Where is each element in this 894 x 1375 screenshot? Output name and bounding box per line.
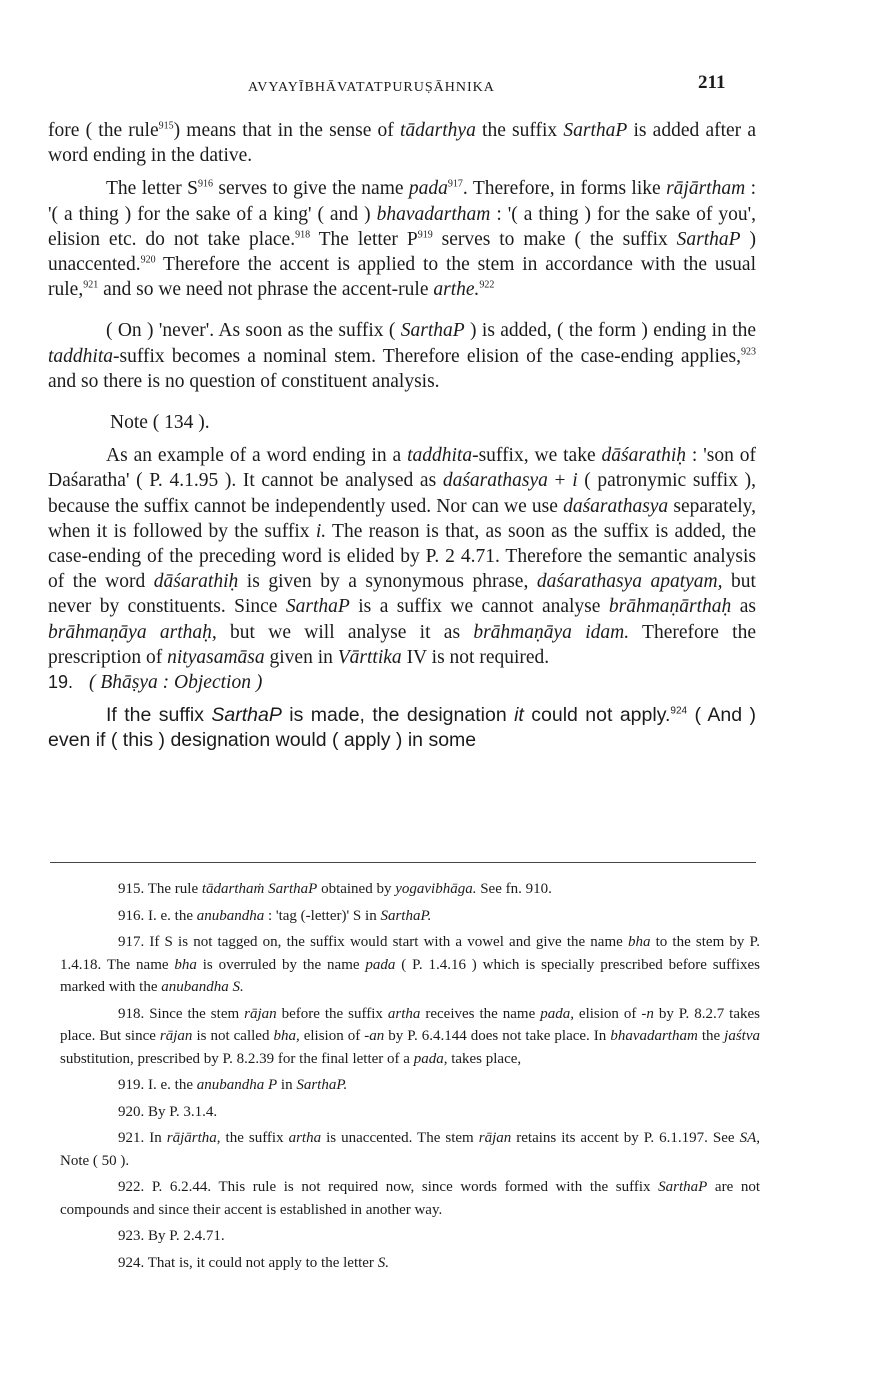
note-paragraph: As an example of a word ending in a taddhita-suffix, we take dāśarathiḥ : 'son of Daśaratha' ( P. 4.1.95 ). It cannot be analysed as daśarathasya + i ( patronymic suffix ), because the suffix cannot be independently used. Nor can we use daśarathasya separately, when it is followed by the suffix i. The reason is that, as soon as the suffix is added, the case-ending of the preceding word is elided by P. 2 4.71. Therefore the semantic analysis of the word dāśarathiḥ is given by a synonymous phrase, daśarathasya apatyam, but never by constituents. Since SarthaP is a suffix we cannot analyse brāhmaṇārthaḥ as brāhmaṇāya arthaḥ, but we will analyse it as brāhmaṇāya idam. Therefore the prescription of nityasamāsa given in Vārttika IV is not required. <box>48 445 757 668</box>
footnote-915: 915. The rule tādarthaṁ SarthaP obtained by yogavibhāga. See fn. 910. <box>118 881 552 897</box>
footnotes <box>60 878 760 1274</box>
main-text <box>48 118 756 754</box>
paragraph-3: ( On ) 'never'. As soon as the suffix ( SarthaP ) is added, ( the form ) ending in the taddhita-suffix becomes a nominal stem. Therefore elision of the case-ending applies,$^{923}$ and so there is no question of constituent analysis. <box>48 320 756 392</box>
page-number: 211 <box>698 72 726 93</box>
section-heading <box>48 670 756 695</box>
footnote-917: 917. If S is not tagged on, the suffix would start with a vowel and give the name bha to the stem by P. 1.4.18. The name bha is overruled by the name pada ( P. 1.4.16 ) which is specially prescribed before suffixes marked with the anubandha S. <box>60 934 760 995</box>
footnote-924: 924. That is, it could not apply to the letter S. <box>118 1254 389 1271</box>
footnote-918: 918. Since the stem rājan before the suffix artha receives the name pada, elision of -n by P. 8.2.7 takes place. But since rājan is not called bha, elision of -an by P. 6.4.144 does not take place. In bhavadartham the jaśtva substitution, prescribed by P. 8.2.39 for the final letter of a pada, takes place, <box>60 1005 761 1067</box>
running-header <box>0 72 894 102</box>
section-number: 19. <box>48 672 74 693</box>
footnote-916: 916. I. e. the anubandha : 'tag (-letter)' S in SarthaP. <box>118 907 432 924</box>
footnote-922: 922. P. 6.2.44. This rule is not required now, since words formed with the suffix SarthaP are not compounds and since their accent is established in another way. <box>60 1179 761 1218</box>
paragraph-4: If the suffix SarthaP is made, the designation it could not apply.$^{924}$ ( And ) even if ( this ) designation would ( apply ) in some <box>48 704 756 752</box>
footnote-921: 921. In rājārtha, the suffix artha is unaccented. The stem rājan retains its accent by P. 6.1.197. See SA, Note ( 50 ). <box>60 1130 760 1169</box>
section-label: ( Bhāṣya : Objection ) <box>89 672 263 694</box>
footnote-divider <box>50 862 756 863</box>
footnote-923: 923. By P. 2.4.71. <box>118 1228 225 1244</box>
chapter-title: AVYAYĪBHĀVATATPURUṢĀHNIKA <box>248 80 495 95</box>
note-heading: Note ( 134 ). <box>110 412 210 434</box>
paragraph-1: fore ( the rule$^{915}$) means that in the sense of tādarthya the suffix SarthaP is added after a word ending in the dative. <box>48 120 757 167</box>
footnote-920: 920. By P. 3.1.4. <box>118 1103 218 1120</box>
paragraph-2: The letter $S^{916}$ serves to give the name pada$^{917}$. Therefore, in forms like rājārtham : '( a thing ) for the sake of a king' ( and ) bhavadartham : '( a thing ) for the sake of you', elision etc. do not take place.$^{918}$ The letter $P^{919}$ serves to make ( the suffix SarthaP ) unaccented.$^{920}$ Therefore the accent is applied to the stem in accordance with the usual rule,$^{921}$ and so we need not phrase the accent-rule arthe.$^{922}$ <box>48 178 756 301</box>
footnote-919: 919. I. e. the anubandha P in SarthaP. <box>118 1077 348 1093</box>
